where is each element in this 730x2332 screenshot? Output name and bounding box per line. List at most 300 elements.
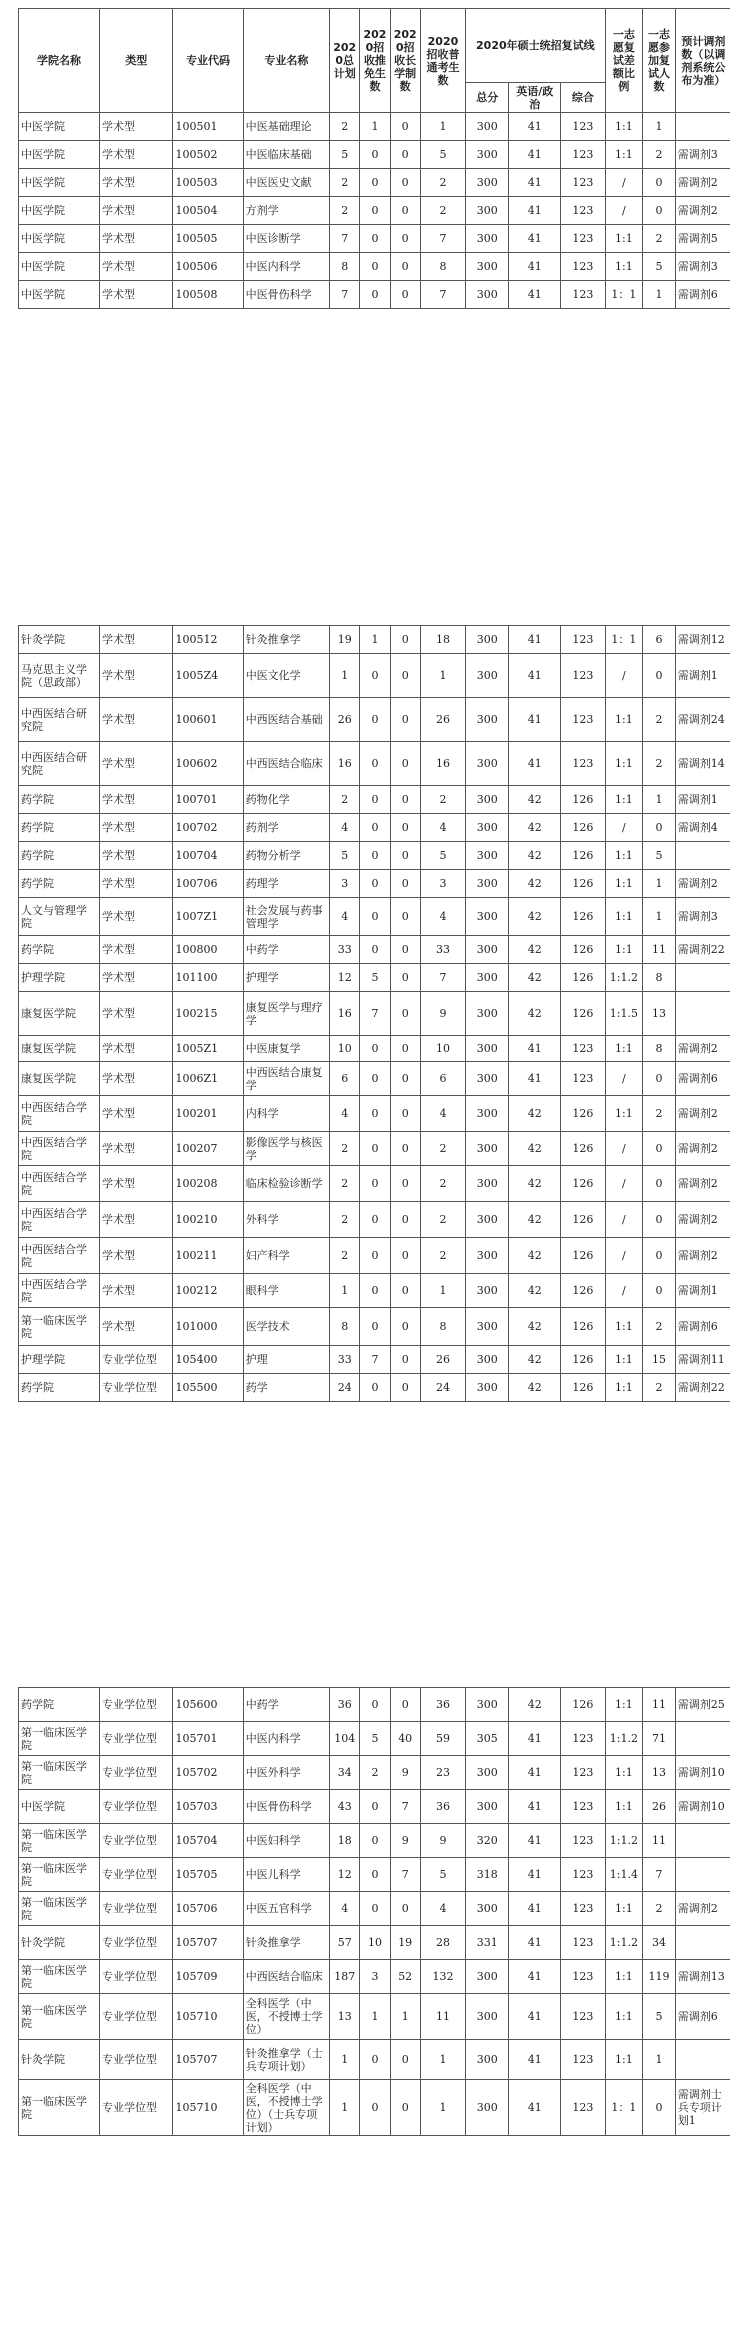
cell-total: 18 [330,1824,360,1858]
cell-ratio: 1:1 [605,113,643,141]
cell-major: 中医骨伤科学 [243,281,329,309]
cell-ratio: 1:1 [605,1688,643,1722]
cell-comp: 123 [561,2040,605,2080]
cell-ratio: 1:1 [605,898,643,936]
cell-gen: 59 [420,1722,465,1756]
cell-gen: 2 [420,1132,465,1166]
cell-cnt: 26 [643,1790,675,1824]
cell-gen: 2 [420,786,465,814]
cell-ratio: 1：1 [605,2080,643,2136]
cell-adj: 需调剂3 [675,141,730,169]
cell-ratio: 1:1 [605,698,643,742]
cell-score: 300 [466,1374,509,1402]
cell-ep: 41 [509,1756,561,1790]
cell-type: 专业学位型 [100,1756,173,1790]
cell-long: 0 [390,870,420,898]
header-total-plan: 2020总计划 [330,9,360,113]
cell-ep: 42 [509,1308,561,1346]
cell-long: 9 [390,1756,420,1790]
cell-adj: 需调剂3 [675,253,730,281]
cell-total: 19 [330,626,360,654]
cell-comp: 123 [561,225,605,253]
header-retest-line: 2020年硕士统招复试线 [466,9,605,83]
cell-rec: 0 [360,842,390,870]
cell-adj [675,113,730,141]
cell-cnt: 2 [643,1374,675,1402]
cell-total: 24 [330,1374,360,1402]
cell-total: 1 [330,2040,360,2080]
cell-major: 针灸推拿学（士兵专项计划） [243,2040,329,2080]
table-row [19,870,730,898]
cell-code: 105701 [173,1722,243,1756]
cell-score: 300 [466,1790,509,1824]
cell-ratio: 1:1 [605,786,643,814]
cell-cnt: 1 [643,281,675,309]
cell-college: 中西医结合研究院 [19,698,100,742]
cell-cnt: 2 [643,742,675,786]
table-row [19,197,730,225]
cell-total: 43 [330,1790,360,1824]
cell-college: 药学院 [19,936,100,964]
cell-score: 300 [466,742,509,786]
cell-code: 105704 [173,1824,243,1858]
cell-long: 0 [390,1892,420,1926]
cell-college: 药学院 [19,814,100,842]
cell-major: 中医儿科学 [243,1858,329,1892]
cell-type: 专业学位型 [100,1858,173,1892]
cell-total: 2 [330,113,360,141]
cell-adj [675,1858,730,1892]
cell-long: 0 [390,197,420,225]
cell-ratio: 1:1 [605,141,643,169]
cell-score: 300 [466,1756,509,1790]
cell-adj: 需调剂2 [675,1132,730,1166]
cell-cnt: 2 [643,1308,675,1346]
header-ratio: 一志愿复试差额比例 [605,9,643,113]
cell-major: 中医五官科学 [243,1892,329,1926]
table-row [19,1132,730,1166]
cell-gen: 26 [420,1346,465,1374]
cell-cnt: 2 [643,698,675,742]
cell-gen: 28 [420,1926,465,1960]
cell-type: 学术型 [100,197,173,225]
cell-rec: 0 [360,870,390,898]
cell-major: 针灸推拿学 [243,626,329,654]
cell-cnt: 1 [643,113,675,141]
cell-comp: 126 [561,1374,605,1402]
cell-ep: 41 [509,1790,561,1824]
cell-adj [675,2040,730,2080]
cell-adj: 需调剂22 [675,1374,730,1402]
cell-college: 中西医结合学院 [19,1274,100,1308]
cell-cnt: 2 [643,141,675,169]
cell-long: 0 [390,2040,420,2080]
cell-ratio: 1:1 [605,870,643,898]
cell-ratio: 1:1 [605,1790,643,1824]
header-long-program: 2020招收长学制数 [390,9,420,113]
cell-adj: 需调剂6 [675,1994,730,2040]
cell-rec: 0 [360,1790,390,1824]
cell-major: 中医临床基础 [243,141,329,169]
cell-ratio: / [605,1132,643,1166]
cell-ratio: / [605,1274,643,1308]
cell-comp: 123 [561,169,605,197]
cell-type: 学术型 [100,113,173,141]
header-adjust: 预计调剂数（以调剂系统公布为准） [675,9,730,113]
cell-major: 全科医学（中医，不授博士学位）（士兵专项计划） [243,2080,329,2136]
cell-type: 学术型 [100,281,173,309]
cell-college: 第一临床医学院 [19,1858,100,1892]
cell-cnt: 119 [643,1960,675,1994]
cell-rec: 0 [360,1062,390,1096]
cell-long: 0 [390,626,420,654]
cell-gen: 2 [420,1166,465,1202]
cell-rec: 0 [360,814,390,842]
cell-total: 5 [330,141,360,169]
cell-cnt: 0 [643,2080,675,2136]
cell-ep: 41 [509,113,561,141]
table-row [19,1274,730,1308]
cell-college: 第一临床医学院 [19,1994,100,2040]
cell-comp: 126 [561,1202,605,1238]
cell-cnt: 13 [643,1756,675,1790]
cell-total: 34 [330,1756,360,1790]
cell-code: 100504 [173,197,243,225]
cell-comp: 126 [561,992,605,1036]
cell-gen: 4 [420,898,465,936]
cell-rec: 1 [360,113,390,141]
cell-score: 320 [466,1824,509,1858]
cell-ep: 42 [509,1238,561,1274]
cell-comp: 123 [561,197,605,225]
cell-code: 100211 [173,1238,243,1274]
cell-gen: 5 [420,1858,465,1892]
cell-cnt: 0 [643,1274,675,1308]
cell-type: 学术型 [100,1308,173,1346]
cell-college: 中西医结合学院 [19,1132,100,1166]
cell-rec: 0 [360,1132,390,1166]
table-row [19,1238,730,1274]
cell-adj: 需调剂6 [675,281,730,309]
cell-ep: 42 [509,1166,561,1202]
cell-total: 13 [330,1994,360,2040]
cell-cnt: 1 [643,870,675,898]
cell-ratio: 1:1 [605,842,643,870]
cell-code: 100505 [173,225,243,253]
cell-gen: 2 [420,169,465,197]
cell-total: 33 [330,936,360,964]
table-row [19,113,730,141]
cell-score: 300 [466,169,509,197]
cell-score: 300 [466,936,509,964]
cell-cnt: 0 [643,1166,675,1202]
cell-adj: 需调剂2 [675,197,730,225]
table-row [19,1202,730,1238]
cell-ratio: / [605,169,643,197]
table-row [19,992,730,1036]
cell-ep: 42 [509,870,561,898]
cell-score: 300 [466,964,509,992]
table-row [19,1308,730,1346]
cell-gen: 2 [420,1202,465,1238]
cell-rec: 0 [360,169,390,197]
cell-comp: 126 [561,870,605,898]
cell-comp: 126 [561,1346,605,1374]
cell-ratio: / [605,1062,643,1096]
cell-cnt: 0 [643,1238,675,1274]
cell-code: 100506 [173,253,243,281]
cell-comp: 123 [561,141,605,169]
table-row [19,1062,730,1096]
cell-code: 100602 [173,742,243,786]
cell-ep: 42 [509,1374,561,1402]
table-row [19,1346,730,1374]
cell-type: 专业学位型 [100,1346,173,1374]
cell-total: 2 [330,1132,360,1166]
cell-score: 300 [466,1688,509,1722]
cell-code: 105705 [173,1858,243,1892]
cell-major: 药学 [243,1374,329,1402]
cell-rec: 0 [360,1824,390,1858]
cell-score: 300 [466,197,509,225]
cell-adj: 需调剂2 [675,870,730,898]
table-body-1 [19,113,730,309]
cell-gen: 8 [420,253,465,281]
cell-college: 中西医结合学院 [19,1238,100,1274]
cell-rec: 0 [360,1858,390,1892]
cell-gen: 7 [420,281,465,309]
cell-score: 300 [466,898,509,936]
cell-rec: 7 [360,992,390,1036]
cell-code: 100601 [173,698,243,742]
cell-adj: 需调剂12 [675,626,730,654]
cell-adj: 需调剂士兵专项计划1 [675,2080,730,2136]
cell-ep: 42 [509,786,561,814]
cell-gen: 5 [420,141,465,169]
header-college: 学院名称 [19,9,100,113]
cell-gen: 4 [420,1892,465,1926]
cell-cnt: 11 [643,1688,675,1722]
cell-college: 第一临床医学院 [19,1308,100,1346]
cell-type: 专业学位型 [100,2040,173,2080]
cell-ratio: 1:1 [605,1036,643,1062]
cell-rec: 0 [360,225,390,253]
cell-major: 中医骨伤科学 [243,1790,329,1824]
cell-ratio: 1:1 [605,253,643,281]
cell-code: 100215 [173,992,243,1036]
cell-college: 人文与管理学院 [19,898,100,936]
cell-ep: 41 [509,1036,561,1062]
cell-type: 学术型 [100,814,173,842]
cell-rec: 3 [360,1960,390,1994]
cell-score: 300 [466,1036,509,1062]
cell-cnt: 71 [643,1722,675,1756]
cell-comp: 123 [561,1824,605,1858]
cell-type: 学术型 [100,654,173,698]
cell-cnt: 8 [643,964,675,992]
cell-rec: 0 [360,281,390,309]
cell-comp: 123 [561,742,605,786]
cell-rec: 0 [360,1892,390,1926]
cell-score: 300 [466,1274,509,1308]
cell-code: 105707 [173,2040,243,2080]
cell-long: 0 [390,1374,420,1402]
cell-rec: 2 [360,1756,390,1790]
cell-ratio: 1:1 [605,1756,643,1790]
cell-code: 100508 [173,281,243,309]
cell-gen: 11 [420,1994,465,2040]
cell-college: 中医学院 [19,197,100,225]
cell-gen: 7 [420,964,465,992]
cell-adj: 需调剂2 [675,1036,730,1062]
cell-long: 0 [390,1166,420,1202]
cell-college: 中西医结合学院 [19,1096,100,1132]
cell-long: 0 [390,698,420,742]
cell-rec: 0 [360,1238,390,1274]
cell-adj: 需调剂25 [675,1688,730,1722]
cell-score: 300 [466,1062,509,1096]
table-row [19,742,730,786]
cell-type: 学术型 [100,1062,173,1096]
cell-comp: 123 [561,654,605,698]
cell-cnt: 1 [643,786,675,814]
cell-gen: 4 [420,814,465,842]
cell-major: 药物化学 [243,786,329,814]
cell-comp: 126 [561,1308,605,1346]
cell-type: 专业学位型 [100,1688,173,1722]
cell-code: 100503 [173,169,243,197]
cell-comp: 123 [561,1036,605,1062]
cell-comp: 126 [561,898,605,936]
cell-long: 0 [390,1308,420,1346]
cell-long: 0 [390,1096,420,1132]
cell-ratio: 1:1.4 [605,1858,643,1892]
table-row [19,936,730,964]
cell-comp: 126 [561,842,605,870]
cell-cnt: 5 [643,842,675,870]
cell-ep: 41 [509,654,561,698]
cell-code: 105709 [173,1960,243,1994]
cell-code: 100201 [173,1096,243,1132]
cell-long: 0 [390,1062,420,1096]
cell-comp: 123 [561,1756,605,1790]
cell-gen: 1 [420,654,465,698]
cell-ep: 42 [509,1202,561,1238]
cell-gen: 8 [420,1308,465,1346]
cell-college: 药学院 [19,842,100,870]
cell-adj [675,1824,730,1858]
cell-college: 护理学院 [19,1346,100,1374]
cell-adj: 需调剂3 [675,898,730,936]
cell-ratio: 1:1 [605,1374,643,1402]
cell-long: 0 [390,1036,420,1062]
cell-gen: 10 [420,1036,465,1062]
cell-ratio: 1:1.5 [605,992,643,1036]
cell-cnt: 0 [643,1062,675,1096]
cell-rec: 0 [360,141,390,169]
cell-major: 中医妇科学 [243,1824,329,1858]
cell-type: 学术型 [100,169,173,197]
table-row [19,225,730,253]
table-row [19,654,730,698]
header-major: 专业名称 [243,9,329,113]
cell-college: 护理学院 [19,964,100,992]
cell-rec: 0 [360,698,390,742]
cell-college: 马克思主义学院（思政部） [19,654,100,698]
header-retest-count: 一志愿参加复试人数 [643,9,675,113]
cell-code: 100212 [173,1274,243,1308]
cell-major: 中医康复学 [243,1036,329,1062]
cell-total: 4 [330,1892,360,1926]
cell-score: 300 [466,253,509,281]
cell-long: 0 [390,281,420,309]
cell-college: 针灸学院 [19,2040,100,2080]
cell-college: 中医学院 [19,113,100,141]
cell-college: 第一临床医学院 [19,2080,100,2136]
cell-comp: 123 [561,253,605,281]
cell-college: 中医学院 [19,141,100,169]
cell-ratio: 1:1 [605,2040,643,2080]
cell-adj: 需调剂2 [675,1096,730,1132]
cell-ratio: 1:1 [605,1960,643,1994]
cell-adj: 需调剂2 [675,1202,730,1238]
cell-ratio: 1：1 [605,281,643,309]
cell-long: 0 [390,1688,420,1722]
cell-rec: 0 [360,936,390,964]
cell-comp: 123 [561,626,605,654]
cell-type: 学术型 [100,1202,173,1238]
table-row [19,1166,730,1202]
cell-ep: 41 [509,281,561,309]
cell-ep: 41 [509,1858,561,1892]
cell-total: 187 [330,1960,360,1994]
cell-adj: 需调剂22 [675,936,730,964]
header-general-exam: 2020招收普通考生数 [420,9,465,113]
cell-score: 300 [466,1132,509,1166]
cell-long: 0 [390,253,420,281]
cell-ratio: 1:1.2 [605,1926,643,1960]
cell-rec: 1 [360,626,390,654]
table-body-3 [19,1688,730,2136]
cell-total: 57 [330,1926,360,1960]
cell-total: 4 [330,898,360,936]
cell-college: 中医学院 [19,281,100,309]
cell-cnt: 0 [643,197,675,225]
table-row [19,2080,730,2136]
table-row [19,842,730,870]
cell-comp: 123 [561,1062,605,1096]
cell-gen: 18 [420,626,465,654]
cell-adj: 需调剂1 [675,786,730,814]
cell-ratio: 1:1.2 [605,964,643,992]
cell-long: 0 [390,898,420,936]
cell-comp: 123 [561,281,605,309]
cell-type: 学术型 [100,992,173,1036]
cell-score: 300 [466,2040,509,2080]
cell-ratio: 1:1 [605,1096,643,1132]
cell-code: 101100 [173,964,243,992]
cell-score: 300 [466,1892,509,1926]
cell-major: 影像医学与核医学 [243,1132,329,1166]
cell-major: 妇产科学 [243,1238,329,1274]
cell-long: 0 [390,169,420,197]
cell-score: 300 [466,1960,509,1994]
cell-ep: 41 [509,1960,561,1994]
cell-major: 护理 [243,1346,329,1374]
cell-ep: 42 [509,1096,561,1132]
cell-long: 0 [390,141,420,169]
cell-major: 中医医史文献 [243,169,329,197]
